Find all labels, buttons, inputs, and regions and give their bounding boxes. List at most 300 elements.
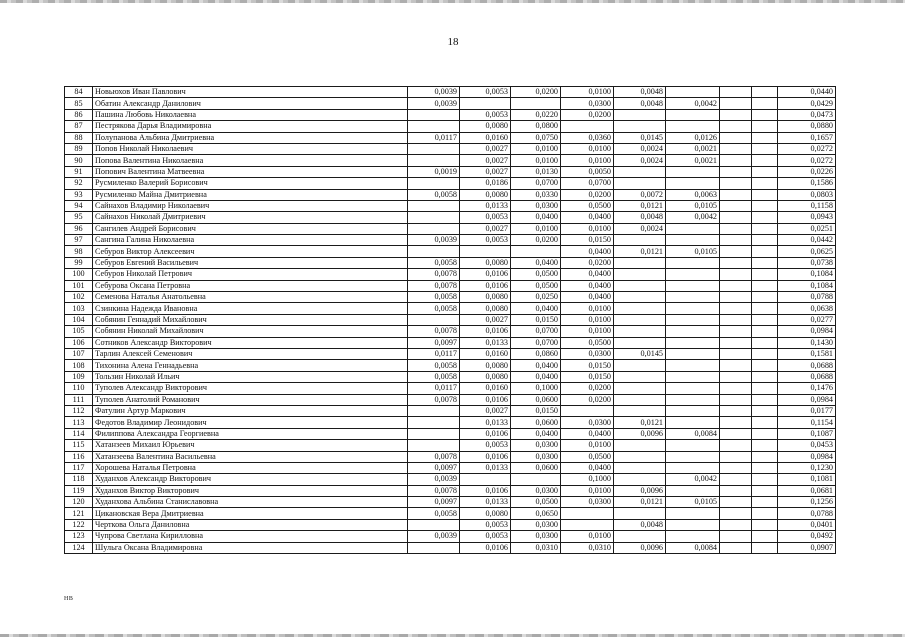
share-cell <box>666 269 720 280</box>
share-cell <box>720 166 752 177</box>
total-cell: 0,0984 <box>778 326 836 337</box>
row-number-cell: 113 <box>65 417 93 428</box>
share-cell <box>561 519 614 530</box>
share-cell: 0,0400 <box>561 428 614 439</box>
share-cell <box>460 474 511 485</box>
table-row <box>65 462 836 473</box>
share-cell: 0,0100 <box>561 485 614 496</box>
name-cell: Сзинкина Надежда Ивановна <box>93 303 408 314</box>
share-cell: 0,0300 <box>561 497 614 508</box>
share-cell <box>720 235 752 246</box>
share-cell: 0,0021 <box>666 143 720 154</box>
share-cell: 0,0058 <box>408 371 460 382</box>
table-row <box>65 428 836 439</box>
row-number-cell: 95 <box>65 212 93 223</box>
name-cell: Сангина Галина Николаевна <box>93 235 408 246</box>
share-cell <box>720 109 752 120</box>
table-row <box>65 257 836 268</box>
share-cell: 0,0024 <box>614 155 666 166</box>
share-cell: 0,0500 <box>561 337 614 348</box>
share-cell <box>752 155 778 166</box>
share-cell <box>720 337 752 348</box>
share-cell <box>666 326 720 337</box>
row-number-cell: 101 <box>65 280 93 291</box>
share-cell: 0,0080 <box>460 189 511 200</box>
share-cell <box>752 485 778 496</box>
share-cell: 0,0126 <box>666 132 720 143</box>
share-cell: 0,0100 <box>561 303 614 314</box>
share-cell: 0,0700 <box>511 178 561 189</box>
table-row <box>65 212 836 223</box>
share-cell: 0,0200 <box>511 87 561 98</box>
total-cell: 0,1657 <box>778 132 836 143</box>
share-cell <box>614 269 666 280</box>
share-cell <box>752 143 778 154</box>
total-cell: 0,1081 <box>778 474 836 485</box>
share-cell <box>666 292 720 303</box>
scan-edge-top <box>0 0 905 3</box>
share-cell: 0,0300 <box>511 531 561 542</box>
share-cell: 0,0186 <box>460 178 511 189</box>
share-cell: 0,0027 <box>460 155 511 166</box>
row-number-cell: 89 <box>65 143 93 154</box>
share-cell <box>720 474 752 485</box>
share-cell <box>408 542 460 553</box>
name-cell: Туполев Александр Викторович <box>93 383 408 394</box>
share-cell: 0,0106 <box>460 394 511 405</box>
table-row <box>65 280 836 291</box>
share-cell <box>408 121 460 132</box>
share-cell: 0,0100 <box>511 143 561 154</box>
table-row <box>65 451 836 462</box>
share-cell: 0,0058 <box>408 257 460 268</box>
share-cell <box>408 143 460 154</box>
share-cell: 0,0039 <box>408 474 460 485</box>
share-cell <box>720 462 752 473</box>
share-cell <box>614 474 666 485</box>
name-cell: Фатулин Артур Маркович <box>93 405 408 416</box>
share-cell <box>752 98 778 109</box>
share-cell: 0,0063 <box>666 189 720 200</box>
total-cell: 0,0788 <box>778 292 836 303</box>
share-cell <box>408 440 460 451</box>
scan-edge-bottom <box>0 634 905 637</box>
share-cell <box>614 178 666 189</box>
total-cell: 0,0788 <box>778 508 836 519</box>
row-number-cell: 100 <box>65 269 93 280</box>
share-cell: 0,0300 <box>511 200 561 211</box>
name-cell: Сангилев Андрей Борисович <box>93 223 408 234</box>
share-cell <box>666 531 720 542</box>
name-cell: Русмиленко Валерий Борисович <box>93 178 408 189</box>
share-cell: 0,0130 <box>511 166 561 177</box>
table-row <box>65 417 836 428</box>
share-cell <box>720 394 752 405</box>
table-row <box>65 200 836 211</box>
share-cell <box>752 292 778 303</box>
share-cell: 0,0106 <box>460 326 511 337</box>
share-cell <box>752 508 778 519</box>
row-number-cell: 107 <box>65 348 93 359</box>
share-cell <box>752 440 778 451</box>
share-cell <box>614 371 666 382</box>
share-cell: 0,0117 <box>408 383 460 394</box>
share-cell: 0,0200 <box>561 189 614 200</box>
table-row <box>65 348 836 359</box>
share-cell: 0,0400 <box>561 280 614 291</box>
row-number-cell: 94 <box>65 200 93 211</box>
row-number-cell: 123 <box>65 531 93 542</box>
row-number-cell: 122 <box>65 519 93 530</box>
share-cell: 0,0700 <box>561 178 614 189</box>
total-cell: 0,0442 <box>778 235 836 246</box>
share-cell: 0,0200 <box>561 257 614 268</box>
name-cell: Худанхова Альбина Станиславовна <box>93 497 408 508</box>
share-cell: 0,0500 <box>511 280 561 291</box>
row-number-cell: 85 <box>65 98 93 109</box>
share-cell <box>720 497 752 508</box>
share-cell <box>666 314 720 325</box>
table-body <box>65 87 836 554</box>
share-cell: 0,0078 <box>408 451 460 462</box>
table-row <box>65 132 836 143</box>
share-cell: 0,0053 <box>460 212 511 223</box>
share-cell: 0,0400 <box>511 360 561 371</box>
total-cell: 0,0272 <box>778 155 836 166</box>
share-cell: 0,0100 <box>561 223 614 234</box>
share-cell <box>614 360 666 371</box>
share-cell: 0,0105 <box>666 246 720 257</box>
share-cell: 0,0400 <box>511 428 561 439</box>
share-cell: 0,0300 <box>561 417 614 428</box>
share-cell: 0,1000 <box>561 474 614 485</box>
share-cell <box>752 531 778 542</box>
share-cell <box>720 360 752 371</box>
share-cell: 0,0078 <box>408 280 460 291</box>
share-cell: 0,0200 <box>561 109 614 120</box>
share-cell: 0,0300 <box>561 98 614 109</box>
share-cell: 0,0200 <box>561 394 614 405</box>
row-number-cell: 84 <box>65 87 93 98</box>
share-cell: 0,0121 <box>614 417 666 428</box>
share-cell: 0,0133 <box>460 497 511 508</box>
share-cell: 0,0053 <box>460 87 511 98</box>
share-cell <box>752 428 778 439</box>
share-cell <box>561 405 614 416</box>
share-cell <box>666 223 720 234</box>
share-cell <box>666 337 720 348</box>
share-cell <box>666 383 720 394</box>
share-cell <box>752 405 778 416</box>
share-cell: 0,0100 <box>561 155 614 166</box>
share-cell: 0,0133 <box>460 337 511 348</box>
row-number-cell: 118 <box>65 474 93 485</box>
share-cell <box>720 155 752 166</box>
table-row <box>65 292 836 303</box>
name-cell: Тарлин Алексей Семенович <box>93 348 408 359</box>
share-cell <box>408 109 460 120</box>
share-cell: 0,0300 <box>561 348 614 359</box>
table-row <box>65 405 836 416</box>
share-cell: 0,0058 <box>408 360 460 371</box>
total-cell: 0,0401 <box>778 519 836 530</box>
share-cell: 0,0400 <box>561 292 614 303</box>
share-cell <box>752 280 778 291</box>
share-cell <box>408 200 460 211</box>
total-cell: 0,0943 <box>778 212 836 223</box>
total-cell: 0,0440 <box>778 87 836 98</box>
name-cell: Туполев Анатолий Романович <box>93 394 408 405</box>
share-cell <box>666 109 720 120</box>
name-cell: Обатин Александр Данилович <box>93 98 408 109</box>
share-cell: 0,0121 <box>614 246 666 257</box>
share-cell <box>720 417 752 428</box>
total-cell: 0,0429 <box>778 98 836 109</box>
total-cell: 0,1084 <box>778 280 836 291</box>
name-cell: Шульга Оксана Владимировна <box>93 542 408 553</box>
table-row <box>65 474 836 485</box>
page-number: 18 <box>447 36 459 48</box>
share-cell <box>614 314 666 325</box>
share-cell: 0,0078 <box>408 485 460 496</box>
share-cell <box>666 405 720 416</box>
row-number-cell: 102 <box>65 292 93 303</box>
name-cell: Чупрова Светлана Кирилловна <box>93 531 408 542</box>
share-cell <box>752 121 778 132</box>
share-cell: 0,0080 <box>460 303 511 314</box>
share-cell <box>720 178 752 189</box>
share-cell: 0,0700 <box>511 337 561 348</box>
name-cell: Попов Николай Николаевич <box>93 143 408 154</box>
share-cell: 0,0019 <box>408 166 460 177</box>
share-cell <box>666 235 720 246</box>
share-cell <box>720 371 752 382</box>
name-cell: Хатанзеева Валентина Васильевна <box>93 451 408 462</box>
share-cell <box>752 303 778 314</box>
share-cell: 0,0100 <box>561 143 614 154</box>
share-cell: 0,0080 <box>460 121 511 132</box>
table-row <box>65 326 836 337</box>
share-cell <box>720 121 752 132</box>
total-cell: 0,0984 <box>778 394 836 405</box>
table-row <box>65 360 836 371</box>
total-cell: 0,0681 <box>778 485 836 496</box>
share-cell <box>720 326 752 337</box>
share-cell <box>752 371 778 382</box>
share-cell: 0,0160 <box>460 348 511 359</box>
share-cell: 0,0100 <box>561 87 614 98</box>
row-number-cell: 110 <box>65 383 93 394</box>
share-cell <box>752 417 778 428</box>
share-cell: 0,0106 <box>460 451 511 462</box>
share-cell: 0,0310 <box>511 542 561 553</box>
share-cell <box>666 371 720 382</box>
share-cell <box>720 200 752 211</box>
share-cell: 0,0096 <box>614 542 666 553</box>
share-cell: 0,0048 <box>614 212 666 223</box>
name-cell: Сотников Александр Викторович <box>93 337 408 348</box>
table-row <box>65 178 836 189</box>
share-cell <box>752 314 778 325</box>
share-cell: 0,0080 <box>460 292 511 303</box>
share-cell <box>720 440 752 451</box>
share-cell: 0,0058 <box>408 292 460 303</box>
share-cell <box>511 98 561 109</box>
share-cell <box>561 121 614 132</box>
total-cell: 0,0907 <box>778 542 836 553</box>
table-row <box>65 121 836 132</box>
total-cell: 0,0453 <box>778 440 836 451</box>
total-cell: 0,0880 <box>778 121 836 132</box>
total-cell: 0,0492 <box>778 531 836 542</box>
share-cell <box>720 223 752 234</box>
share-cell: 0,0042 <box>666 212 720 223</box>
share-cell <box>752 348 778 359</box>
total-cell: 0,1586 <box>778 178 836 189</box>
share-cell: 0,0220 <box>511 109 561 120</box>
share-cell: 0,0042 <box>666 98 720 109</box>
share-cell: 0,0106 <box>460 280 511 291</box>
name-cell: Федотов Владимир Леонидович <box>93 417 408 428</box>
total-cell: 0,0473 <box>778 109 836 120</box>
share-cell: 0,0500 <box>511 269 561 280</box>
share-cell <box>666 348 720 359</box>
table-row <box>65 440 836 451</box>
share-cell: 0,0024 <box>614 143 666 154</box>
table-row <box>65 155 836 166</box>
share-cell <box>752 87 778 98</box>
share-cell: 0,0105 <box>666 497 720 508</box>
share-cell <box>720 314 752 325</box>
share-cell <box>666 178 720 189</box>
share-cell <box>720 508 752 519</box>
share-cell: 0,0150 <box>561 235 614 246</box>
share-cell <box>666 462 720 473</box>
share-cell <box>614 451 666 462</box>
share-cell <box>614 235 666 246</box>
share-cell <box>720 531 752 542</box>
share-cell: 0,0400 <box>561 246 614 257</box>
share-cell: 0,0039 <box>408 235 460 246</box>
share-cell: 0,0078 <box>408 394 460 405</box>
share-cell <box>720 292 752 303</box>
share-cell <box>614 280 666 291</box>
total-cell: 0,0688 <box>778 371 836 382</box>
share-cell: 0,0097 <box>408 497 460 508</box>
share-cell: 0,0117 <box>408 348 460 359</box>
share-cell <box>666 360 720 371</box>
share-cell: 0,0400 <box>561 212 614 223</box>
share-cell <box>614 121 666 132</box>
name-cell: Собянин Николай Михайлович <box>93 326 408 337</box>
share-cell: 0,0100 <box>511 223 561 234</box>
share-cell <box>614 440 666 451</box>
total-cell: 0,1158 <box>778 200 836 211</box>
row-number-cell: 120 <box>65 497 93 508</box>
share-cell: 0,0100 <box>561 531 614 542</box>
share-cell: 0,0310 <box>561 542 614 553</box>
share-cell: 0,0133 <box>460 462 511 473</box>
total-cell: 0,0226 <box>778 166 836 177</box>
total-cell: 0,1230 <box>778 462 836 473</box>
row-number-cell: 124 <box>65 542 93 553</box>
share-cell <box>614 462 666 473</box>
share-cell: 0,0053 <box>460 109 511 120</box>
share-cell: 0,0084 <box>666 428 720 439</box>
share-cell <box>614 303 666 314</box>
share-cell <box>752 246 778 257</box>
share-cell: 0,0100 <box>561 326 614 337</box>
share-cell: 0,0080 <box>460 508 511 519</box>
share-cell <box>614 166 666 177</box>
share-cell <box>752 474 778 485</box>
share-cell <box>752 257 778 268</box>
row-number-cell: 97 <box>65 235 93 246</box>
share-cell: 0,0145 <box>614 348 666 359</box>
share-cell <box>752 178 778 189</box>
share-cell <box>408 519 460 530</box>
total-cell: 0,0272 <box>778 143 836 154</box>
share-cell <box>408 314 460 325</box>
row-number-cell: 111 <box>65 394 93 405</box>
total-cell: 0,0177 <box>778 405 836 416</box>
row-number-cell: 93 <box>65 189 93 200</box>
share-cell: 0,0500 <box>561 200 614 211</box>
share-cell: 0,0053 <box>460 519 511 530</box>
share-cell: 0,0160 <box>460 132 511 143</box>
name-cell: Хатанзеев Михаил Юрьевич <box>93 440 408 451</box>
share-cell <box>666 280 720 291</box>
row-number-cell: 119 <box>65 485 93 496</box>
row-number-cell: 87 <box>65 121 93 132</box>
share-cell <box>614 292 666 303</box>
total-cell: 0,0251 <box>778 223 836 234</box>
share-cell: 0,0117 <box>408 132 460 143</box>
share-cell: 0,0096 <box>614 485 666 496</box>
total-cell: 0,1087 <box>778 428 836 439</box>
share-cell <box>752 235 778 246</box>
share-cell: 0,0100 <box>511 155 561 166</box>
share-cell: 0,1000 <box>511 383 561 394</box>
share-cell: 0,0145 <box>614 132 666 143</box>
share-cell <box>752 132 778 143</box>
share-cell: 0,0078 <box>408 326 460 337</box>
share-cell: 0,0106 <box>460 428 511 439</box>
table-row <box>65 189 836 200</box>
share-cell <box>720 189 752 200</box>
name-cell: Себурова Оксана Петровна <box>93 280 408 291</box>
table-row <box>65 143 836 154</box>
share-cell: 0,0860 <box>511 348 561 359</box>
share-cell: 0,0150 <box>511 405 561 416</box>
share-cell: 0,0096 <box>614 428 666 439</box>
share-cell: 0,0039 <box>408 98 460 109</box>
table-row <box>65 542 836 553</box>
share-cell <box>614 405 666 416</box>
share-cell <box>720 383 752 394</box>
share-cell: 0,0072 <box>614 189 666 200</box>
total-cell: 0,1154 <box>778 417 836 428</box>
name-cell: Себуров Николай Петрович <box>93 269 408 280</box>
share-cell: 0,0400 <box>511 257 561 268</box>
total-cell: 0,0688 <box>778 360 836 371</box>
table-row <box>65 394 836 405</box>
share-cell: 0,0097 <box>408 337 460 348</box>
row-number-cell: 98 <box>65 246 93 257</box>
table-row <box>65 98 836 109</box>
total-cell: 0,0277 <box>778 314 836 325</box>
share-cell <box>408 212 460 223</box>
